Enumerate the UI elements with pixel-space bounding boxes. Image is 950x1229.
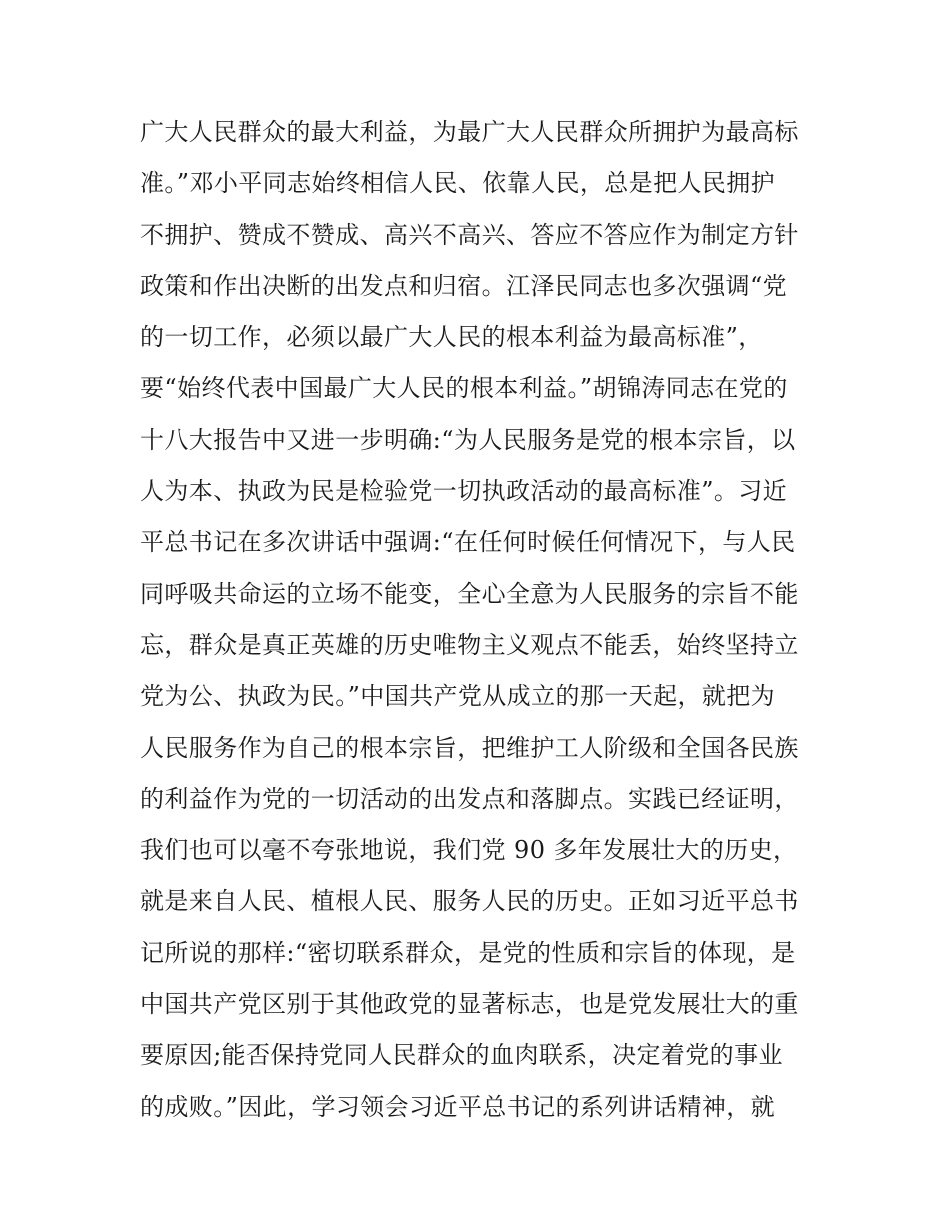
text-line: 政策和作出决断的出发点和归宿。江泽民同志也多次强调“党 [140,271,788,300]
text-line: 十八大报告中又进一步明确:“为人民服务是党的根本宗旨，以 [140,425,796,454]
text-line: 人为本、执政为民是检验党一切执政活动的最高标准”。习近 [140,477,788,506]
text-line: 就是来自人民、植根人民、服务人民的历史。正如习近平总书 [140,887,799,916]
text-line: 忘，群众是真正英雄的历史唯物主义观点不能丢，始终坚持立 [140,630,799,659]
text-line: 要原因;能否保持党同人民群众的血肉联系，决定着党的事业 [140,1041,783,1070]
text-line: 准。”邓小平同志始终相信人民、依靠人民，总是把人民拥护 [140,169,776,198]
text-line: 我们也可以毫不夸张地说，我们党 90 多年发展壮大的历史， [140,836,798,865]
text-line: 的利益作为党的一切活动的出发点和落脚点。实践已经证明， [140,784,799,813]
text-line: 同呼吸共命运的立场不能变，全心全意为人民服务的宗旨不能 [140,579,799,608]
text-line: 人民服务作为自己的根本宗旨，把维护工人阶级和全国各民族 [140,733,799,762]
text-line: 记所说的那样:“密切联系群众，是党的性质和宗旨的体现，是 [140,938,796,967]
text-line: 不拥护、赞成不赞成、高兴不高兴、答应不答应作为制定方针 [140,220,799,249]
text-line: 的一切工作，必须以最广大人民的根本利益为最高标准”， [140,323,763,352]
text-line: 的成败。”因此，学习领会习近平总书记的系列讲话精神，就 [140,1092,776,1121]
text-line: 党为公、执政为民。”中国共产党从成立的那一天起，就把为 [140,682,776,711]
body-paragraph [140,107,820,1133]
text-line: 广大人民群众的最大利益，为最广大人民群众所拥护为最高标 [140,118,799,146]
text-line: 中国共产党区别于其他政党的显著标志，也是党发展壮大的重 [140,990,799,1019]
text-line: 平总书记在多次讲话中强调:“在任何时候任何情况下，与人民 [140,528,796,557]
text-line: 要“始终代表中国最广大人民的根本利益。”胡锦涛同志在党的 [140,374,788,403]
